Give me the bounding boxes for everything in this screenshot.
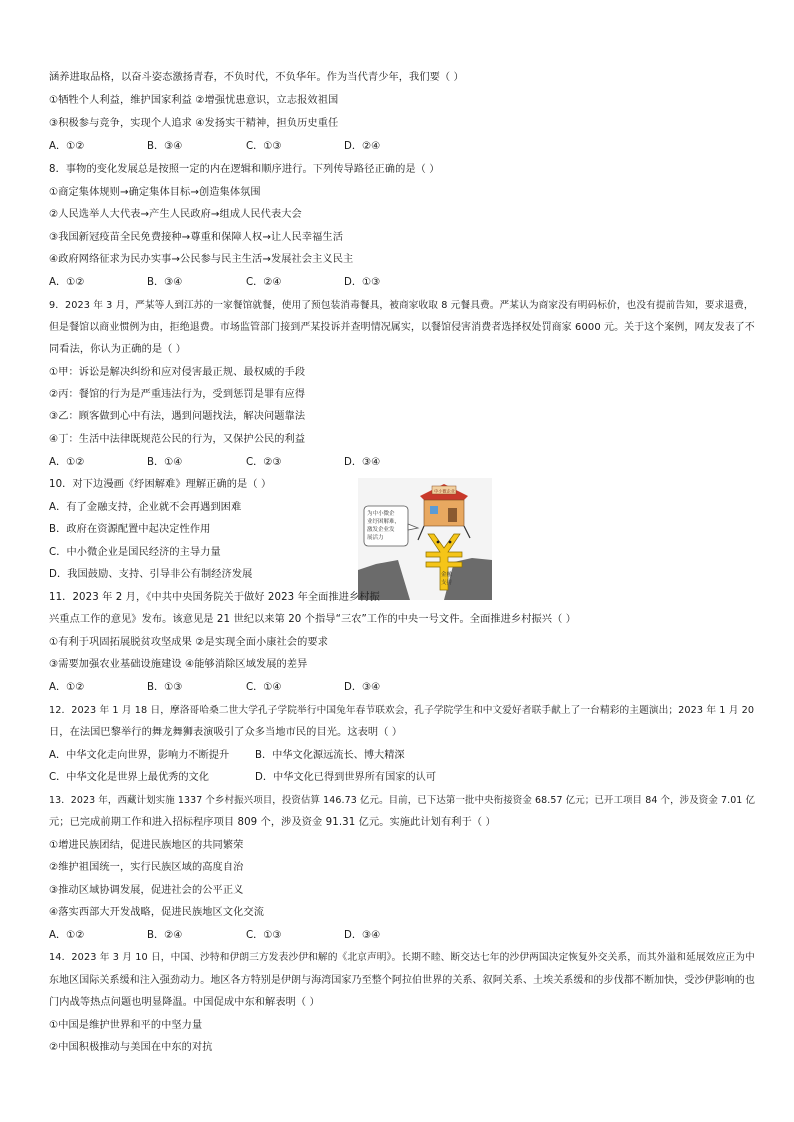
q8-option-d[interactable]: D．①③: [344, 277, 381, 288]
cartoon-bubble-line-3: 激发企业发: [367, 527, 395, 533]
q9-stem-line-2: 但是餐馆以商业惯例为由，拒绝退费。市场监管部门接到严某投诉并查明情况属实，以餐馆侵害消费者选择权处罚商家 6000 元。关于这个案例，网友发表了不: [49, 322, 755, 333]
q14-item-1: ①中国是维护世界和平的中坚力量: [49, 1020, 203, 1031]
q10-option-b[interactable]: B．政府在资源配置中起决定性作用: [49, 524, 211, 535]
q9-option-b[interactable]: B．①④: [147, 457, 183, 468]
q9-stem-line-1: 9．2023 年 3 月，严某等人到江苏的一家餐馆就餐，使用了预包装消毒餐具，被商家收取 8 元餐具费。严某认为商家没有明码标价，也没有提前告知，要求退费，: [49, 300, 754, 311]
q11-option-d[interactable]: D．③④: [344, 682, 381, 693]
q9-option-a[interactable]: A．①②: [49, 457, 85, 468]
q10-stem: 10．对下边漫画《纾困解难》理解正确的是（ ）: [49, 479, 272, 490]
q13-option-c[interactable]: C．①③: [246, 930, 282, 941]
q7-stem: 涵养进取品格，以奋斗姿态激扬青春，不负时代，不负华年。作为当代青少年，我们要（ ）: [49, 72, 464, 83]
q11-stem-line-1: 11．2023 年 2 月，《中共中央国务院关于做好 2023 年全面推进乡村振: [49, 592, 380, 603]
q9-item-4: ④丁：生活中法律既规范公民的行为，又保护公民的利益: [49, 434, 306, 445]
q14-stem-line-2: 东地区国际关系缓和注入强劲动力。地区各方特别是伊朗与海湾国家乃至整个阿拉伯世界的关系、叙阿关系、土埃关系缓和的步伐都不断加快，受沙伊影响的也: [49, 975, 755, 986]
q11-option-b[interactable]: B．①③: [147, 682, 183, 693]
q8-item-1: ①商定集体规则→确定集体目标→创造集体氛围: [49, 187, 261, 198]
q13-item-4: ④落实西部大开发战略，促进民族地区文化交流: [49, 907, 264, 918]
cartoon-bubble-line-1: 为中小微企: [367, 511, 395, 517]
q14-item-2: ②中国积极推动与美国在中东的对抗: [49, 1042, 213, 1053]
q10-option-c[interactable]: C．中小微企业是国民经济的主导力量: [49, 547, 221, 558]
q13-item-2: ②维护祖国统一，实行民族区域的高度自治: [49, 862, 244, 873]
cartoon-bubble-line-4: 展活力: [367, 535, 384, 541]
q13-stem-line-1: 13．2023 年，西藏计划实施 1337 个乡村振兴项目，投资估算 146.73 亿元。目前，已下达第一批中央衔接资金 68.57 亿元；已开工项目 84 个，涉及资金 7.01 亿: [49, 795, 756, 806]
q12-option-c[interactable]: C．中华文化是世界上最优秀的文化: [49, 772, 209, 783]
q9-item-3: ③乙：顾客做到心中有法，遇到问题找法，解决问题靠法: [49, 411, 306, 422]
q9-option-d[interactable]: D．③④: [344, 457, 381, 468]
q8-item-4: ④政府网络征求为民办实事→公民参与民主生活→发展社会主义民主: [49, 254, 354, 265]
q9-option-c[interactable]: C．②③: [246, 457, 282, 468]
cartoon-yuan-eye-left: [437, 541, 440, 544]
q7-item-line-1: ①牺牲个人利益，维护国家利益 ②增强忧患意识，立志报效祖国: [49, 95, 339, 106]
q8-option-a[interactable]: A．①②: [49, 277, 85, 288]
q13-item-3: ③推动区域协调发展，促进社会的公平正义: [49, 885, 244, 896]
q10-option-a[interactable]: A．有了金融支持，企业就不会再遇到困难: [49, 502, 242, 513]
q11-option-a[interactable]: A．①②: [49, 682, 85, 693]
q9-item-1: ①甲：诉讼是解决纠纷和应对侵害最正规、最权威的手段: [49, 367, 306, 378]
q13-option-d[interactable]: D．③④: [344, 930, 381, 941]
q9-stem-line-3: 同看法，你认为正确的是（ ）: [49, 344, 187, 355]
q11-option-c[interactable]: C．①④: [246, 682, 282, 693]
cartoon-yuan-eye-right: [449, 541, 452, 544]
q14-stem-line-1: 14．2023 年 3 月 10 日，中国、沙特和伊朗三方发表沙伊和解的《北京声明》。长期不睦、断交达七年的沙伊两国决定恢复外交关系，而其外溢和延展效应正为中: [49, 952, 755, 963]
cartoon-bubble-line-2: 业纾困解难，: [367, 519, 401, 525]
q13-stem-line-2: 元；已完成前期工作和进入招标程序项目 809 个，涉及资金 91.31 亿元。实施此计划有利于（ ）: [49, 817, 496, 828]
q8-stem: 8．事物的变化发展总是按照一定的内在逻辑和顺序进行。下列传导路径正确的是（ ）: [49, 164, 440, 175]
q8-item-3: ③我国新冠疫苗全民免费接种→尊重和保障人权→让人民幸福生活: [49, 232, 343, 243]
q12-stem-line-2: 日，在法国巴黎举行的舞龙舞狮表演吸引了众多当地市民的目光。这表明（ ）: [49, 727, 403, 738]
cartoon-house-door: [448, 508, 457, 522]
q13-option-b[interactable]: B．②④: [147, 930, 183, 941]
cartoon-house-sign-text: 中小微企业: [434, 488, 455, 494]
q12-option-b[interactable]: B．中华文化源远流长、博大精深: [255, 750, 405, 761]
q7-option-c[interactable]: C．①③: [246, 141, 282, 152]
q10-option-d[interactable]: D．我国鼓励、支持、引导非公有制经济发展: [49, 569, 253, 580]
q11-item-line-2: ③需要加强农业基础设施建设 ④能够消除区域发展的差异: [49, 659, 308, 670]
q7-item-line-2: ③积极参与竞争，实现个人追求 ④发扬实干精神，担负历史重任: [49, 118, 339, 129]
q13-option-a[interactable]: A．①②: [49, 930, 85, 941]
q9-item-2: ②丙：餐馆的行为是严重违法行为，受到惩罚是罪有应得: [49, 389, 306, 400]
q12-option-d[interactable]: D．中华文化已得到世界所有国家的认可: [255, 772, 437, 783]
cartoon-house-window: [430, 506, 438, 514]
cartoon-image: [358, 478, 492, 600]
q7-option-b[interactable]: B．③④: [147, 141, 183, 152]
q13-item-1: ①增进民族团结，促进民族地区的共同繁荣: [49, 840, 244, 851]
q11-stem-line-2: 兴重点工作的意见》发布。该意见是 21 世纪以来第 20 个指导“三农”工作的中央一号文件。全面推进乡村振兴（ ）: [49, 614, 576, 625]
q7-option-d[interactable]: D．②④: [344, 141, 381, 152]
q7-option-a[interactable]: A．①②: [49, 141, 85, 152]
cartoon-support-label-1: 金融: [441, 572, 453, 578]
q8-option-c[interactable]: C．②④: [246, 277, 282, 288]
q8-option-b[interactable]: B．③④: [147, 277, 183, 288]
cartoon-support-label-2: 支持: [441, 580, 453, 586]
q14-stem-line-3: 门内战等热点问题也明显降温。中国促成中东和解表明（ ）: [49, 997, 320, 1008]
q12-stem-line-1: 12．2023 年 1 月 18 日，摩洛哥哈桑二世大学孔子学院举行中国兔年春节联欢会，孔子学院学生和中文爱好者联手献上了一台精彩的主题演出；2023 年 1 月 20: [49, 705, 755, 716]
q8-item-2: ②人民选举人大代表→产生人民政府→组成人民代表大会: [49, 209, 302, 220]
q11-item-line-1: ①有利于巩固拓展脱贫攻坚成果 ②是实现全面小康社会的要求: [49, 637, 328, 648]
q12-option-a[interactable]: A．中华文化走向世界，影响力不断提升: [49, 750, 230, 761]
